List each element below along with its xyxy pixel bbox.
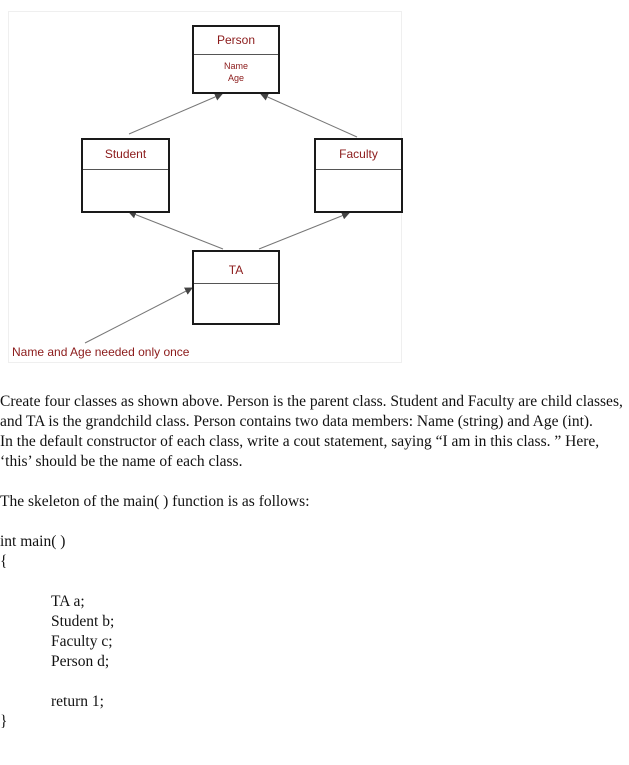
class-hierarchy-diagram: [8, 11, 402, 363]
faculty-class-box: [314, 138, 403, 213]
paragraph-classes: Create four classes as shown above. Person is the parent class. Student and Faculty are child classes, and TA is the grandchild class. Person contains two data members: Name (string) and Age (int).: [0, 393, 623, 430]
person-attributes: [194, 55, 278, 84]
arrow-student-to-person: [129, 94, 222, 134]
code-line-person: Person d;: [51, 653, 110, 670]
attribute-name: Name: [223, 61, 248, 71]
student-class-box: [81, 138, 170, 213]
code-signature: int main( ): [0, 533, 66, 550]
arrow-ta-to-student: [129, 212, 223, 249]
ta-class-name: TA: [194, 252, 278, 284]
paragraph-skeleton: The skeleton of the main( ) function is as follows:: [0, 493, 310, 510]
student-class-name: Student: [83, 140, 168, 170]
code-line-student: Student b;: [51, 613, 115, 630]
code-line-ta: TA a;: [51, 593, 85, 610]
arrow-faculty-to-person: [261, 94, 357, 137]
person-class-box: [192, 25, 280, 94]
person-class-name: Person: [194, 27, 278, 55]
diagram-note: Name and Age needed only once: [12, 345, 190, 359]
arrow-ta-to-faculty: [259, 213, 349, 249]
arrow-note-to-ta: [85, 288, 192, 343]
code-open-brace: {: [0, 553, 8, 570]
ta-class-box: [192, 250, 280, 325]
code-line-faculty: Faculty c;: [51, 633, 113, 650]
assignment-text: [0, 392, 629, 732]
faculty-class-name: Faculty: [316, 140, 401, 170]
code-return: return 1;: [51, 693, 104, 710]
code-close-brace: }: [0, 713, 8, 730]
paragraph-constructor: In the default constructor of each class, write a cout statement, saying “I am in this class. ” Here, ‘this’ should be the name of each class.: [0, 433, 600, 470]
attribute-age: Age: [227, 73, 244, 83]
